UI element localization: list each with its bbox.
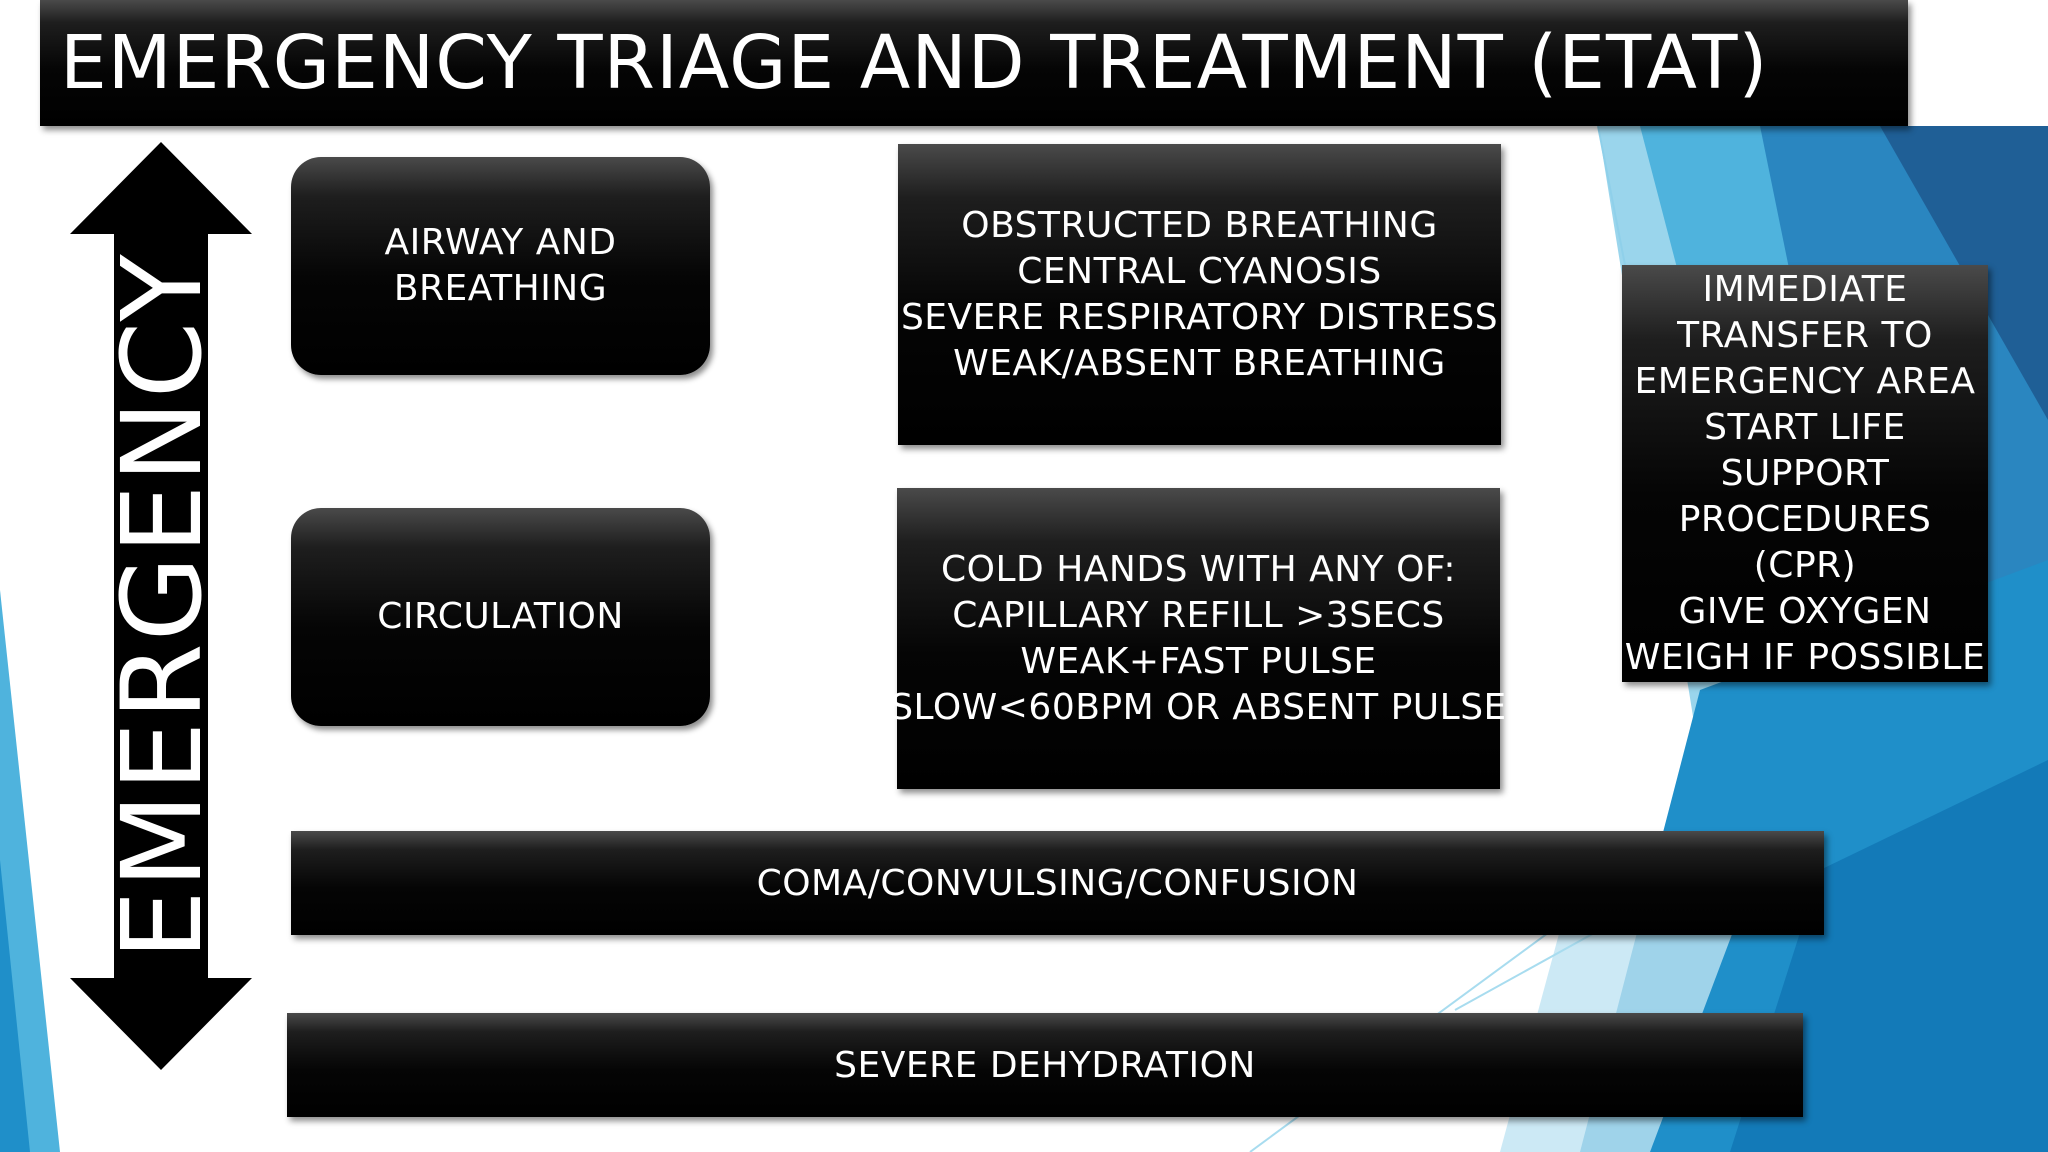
sign-line: WEAK/ABSENT BREATHING — [953, 342, 1446, 384]
airway-signs-box — [898, 144, 1501, 445]
action-line: PROCEDURES — [1678, 498, 1932, 540]
action-line: WEIGH IF POSSIBLE — [1624, 636, 1986, 678]
sign-line: SLOW<60BPM OR ABSENT PULSE — [890, 686, 1507, 728]
sign-line: SEVERE RESPIRATORY DISTRESS — [900, 296, 1499, 338]
coma-convulsing-confusion-bar — [291, 831, 1824, 935]
sign-line: CAPILLARY REFILL >3SECS — [952, 594, 1445, 636]
action-line: SUPPORT — [1720, 452, 1890, 494]
sign-line: WEAK+FAST PULSE — [1020, 640, 1377, 682]
sign-line: OBSTRUCTED BREATHING — [961, 204, 1438, 246]
emergency-scale-label: EMERGENCY — [98, 252, 226, 960]
action-line: (CPR) — [1753, 544, 1857, 586]
circulation-category — [291, 508, 710, 726]
title-bar — [40, 0, 1908, 126]
immediate-action-box — [1622, 265, 1988, 682]
category-label-line: AIRWAY AND — [384, 222, 617, 263]
page-title: EMERGENCY TRIAGE AND TREATMENT (ETAT) — [60, 20, 1769, 106]
airway-breathing-category — [291, 157, 710, 375]
sign-line: CENTRAL CYANOSIS — [1017, 250, 1382, 292]
bar-label: COMA/CONVULSING/CONFUSION — [756, 862, 1359, 904]
bar-label: SEVERE DEHYDRATION — [834, 1044, 1256, 1086]
sign-line: COLD HANDS WITH ANY OF: — [941, 548, 1456, 590]
action-line: TRANSFER TO — [1677, 314, 1933, 356]
action-line: START LIFE — [1704, 406, 1906, 448]
action-line: GIVE OXYGEN — [1678, 590, 1932, 632]
severe-dehydration-bar — [287, 1013, 1803, 1117]
action-line: EMERGENCY AREA — [1634, 360, 1976, 402]
category-label-line: BREATHING — [393, 268, 608, 309]
circulation-signs-box — [890, 488, 1507, 789]
action-line: IMMEDIATE — [1702, 268, 1908, 310]
category-label-line: CIRCULATION — [377, 596, 624, 637]
